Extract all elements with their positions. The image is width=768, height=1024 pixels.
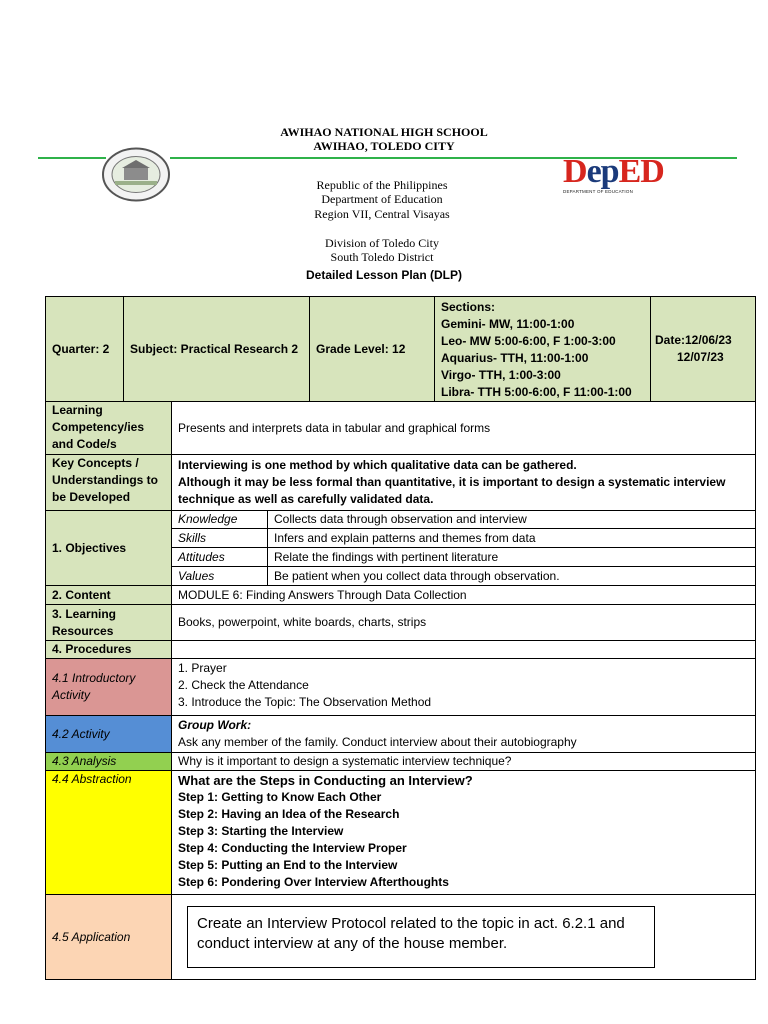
procedures-label-text: 4. Procedures xyxy=(52,642,132,656)
resources-text: Books, powerpoint, white boards, charts, strips xyxy=(178,615,427,629)
objective-domain-text: Knowledge xyxy=(178,512,238,526)
subject-text: Subject: Practical Research 2 xyxy=(130,341,299,356)
school-city: AWIHAO, TOLEDO CITY xyxy=(313,139,455,153)
competency-value xyxy=(171,401,756,455)
application-task-box: Create an Interview Protocol related to the topic in act. 6.2.1 and conduct interview at any of the house member. xyxy=(187,906,655,968)
activity-value xyxy=(171,715,756,753)
header-rule-left xyxy=(38,157,106,159)
activity-label xyxy=(45,715,172,753)
objective-domain-text: Values xyxy=(178,568,215,583)
content-label-text: 2. Content xyxy=(52,587,111,602)
competency-label: Learning Competency/ies and Code/s xyxy=(45,401,172,455)
objectives-label-text: 1. Objectives xyxy=(52,540,127,555)
deped-logo xyxy=(563,155,668,197)
key-concepts-value xyxy=(171,454,756,511)
procedures-label xyxy=(45,640,172,659)
objective-text xyxy=(267,510,756,529)
objective-text-value: Infers and explain patterns and themes from data xyxy=(274,530,536,545)
division-line: Division of Toledo City xyxy=(325,236,439,250)
plan-title: Detailed Lesson Plan (DLP) xyxy=(305,268,463,282)
date-text-2: 12/07/23 xyxy=(677,350,724,364)
abstraction-label-text: 4.4 Abstraction xyxy=(52,772,132,786)
abstraction-step: Step 4: Conducting the Interview Proper xyxy=(178,841,407,855)
subject-cell xyxy=(123,296,310,402)
objective-domain xyxy=(171,547,268,567)
objective-text-value: Be patient when you collect data through observation. xyxy=(274,568,560,583)
section-item: Gemini- MW, 11:00-1:00 xyxy=(441,317,575,331)
abstraction-step: Step 5: Putting an End to the Interview xyxy=(178,858,398,872)
section-item: Leo- MW 5:00-6:00, F 1:00-3:00 xyxy=(441,334,616,348)
introductory-item: 2. Check the Attendance xyxy=(178,678,309,692)
analysis-text: Why is it important to design a systematic interview technique? xyxy=(178,754,512,768)
district-line: South Toledo District xyxy=(330,250,434,264)
sections-title: Sections: xyxy=(441,300,496,314)
republic-line: Republic of the Philippines xyxy=(316,178,448,192)
objective-domain xyxy=(171,566,268,586)
application-label-text: 4.5 Application xyxy=(52,929,131,944)
objective-domain-text: Skills xyxy=(178,530,207,545)
section-item: Libra- TTH 5:00-6:00, F 11:00-1:00 xyxy=(441,385,632,399)
activity-label-text: 4.2 Activity xyxy=(52,726,110,741)
objective-text-value: Collects data through observation and interview xyxy=(274,512,527,526)
content-value xyxy=(171,585,756,605)
quarter-cell xyxy=(45,296,124,402)
resources-value xyxy=(171,604,756,641)
activity-text: Ask any member of the family. Conduct interview about their autobiography xyxy=(178,735,577,749)
competency-text: Presents and interprets data in tabular and graphical forms xyxy=(178,420,491,435)
introductory-item: 1. Prayer xyxy=(178,661,227,675)
analysis-value xyxy=(171,752,756,771)
resources-label: 3. Learning Resources xyxy=(45,604,172,641)
deped-logo-text: DepED xyxy=(563,153,664,190)
activity-title: Group Work: xyxy=(178,718,252,732)
objective-text xyxy=(267,528,756,548)
quarter-text: Quarter: 2 xyxy=(52,341,110,356)
abstraction-title: What are the Steps in Conducting an Interview? xyxy=(178,773,473,788)
school-name: AWIHAO NATIONAL HIGH SCHOOL xyxy=(280,125,488,139)
date-text: Date:12/06/23 xyxy=(655,333,732,347)
objective-domain xyxy=(171,510,268,529)
introductory-value xyxy=(171,658,756,716)
date-cell xyxy=(650,296,756,402)
grade-cell xyxy=(309,296,435,402)
objective-text-value: Relate the findings with pertinent literature xyxy=(274,549,499,564)
objective-text xyxy=(267,547,756,567)
introductory-label xyxy=(45,658,172,716)
department-line: Department of Education xyxy=(321,192,443,206)
key-concepts-line: Interviewing is one method by which qualitative data can be gathered. xyxy=(178,458,577,472)
grade-text: Grade Level: 12 xyxy=(316,341,406,356)
analysis-label xyxy=(45,752,172,771)
procedures-value xyxy=(171,640,756,659)
section-item: Aquarius- TTH, 11:00-1:00 xyxy=(441,351,589,365)
abstraction-step: Step 2: Having an Idea of the Research xyxy=(178,807,400,821)
application-label xyxy=(45,894,172,980)
analysis-label-text: 4.3 Analysis xyxy=(52,754,117,768)
content-label xyxy=(45,585,172,605)
objectives-label xyxy=(45,510,172,586)
introductory-item: 3. Introduce the Topic: The Observation Method xyxy=(178,695,432,709)
abstraction-label xyxy=(45,770,172,895)
objective-text xyxy=(267,566,756,586)
objective-domain xyxy=(171,528,268,548)
section-item: Virgo- TTH, 1:00-3:00 xyxy=(441,368,561,382)
abstraction-step: Step 3: Starting the Interview xyxy=(178,824,344,838)
sections-cell xyxy=(434,296,651,402)
content-text: MODULE 6: Finding Answers Through Data Collection xyxy=(178,587,467,602)
abstraction-step: Step 1: Getting to Know Each Other xyxy=(178,790,382,804)
objective-domain-text: Attitudes xyxy=(178,549,225,564)
key-concepts-line: Although it may be less formal than quantitative, it is important to design a systematic interview technique as well as carefully validated data. xyxy=(178,475,726,506)
region-line: Region VII, Central Visayas xyxy=(314,207,450,221)
school-seal-icon xyxy=(101,147,171,202)
abstraction-step: Step 6: Pondering Over Interview Afterthoughts xyxy=(178,875,449,889)
introductory-label-text: 4.1 Introductory Activity xyxy=(52,671,136,702)
deped-logo-subtitle: DEPARTMENT OF EDUCATION xyxy=(563,189,634,194)
key-concepts-label: Key Concepts / Understandings to be Developed xyxy=(45,454,172,511)
abstraction-value xyxy=(171,770,756,895)
